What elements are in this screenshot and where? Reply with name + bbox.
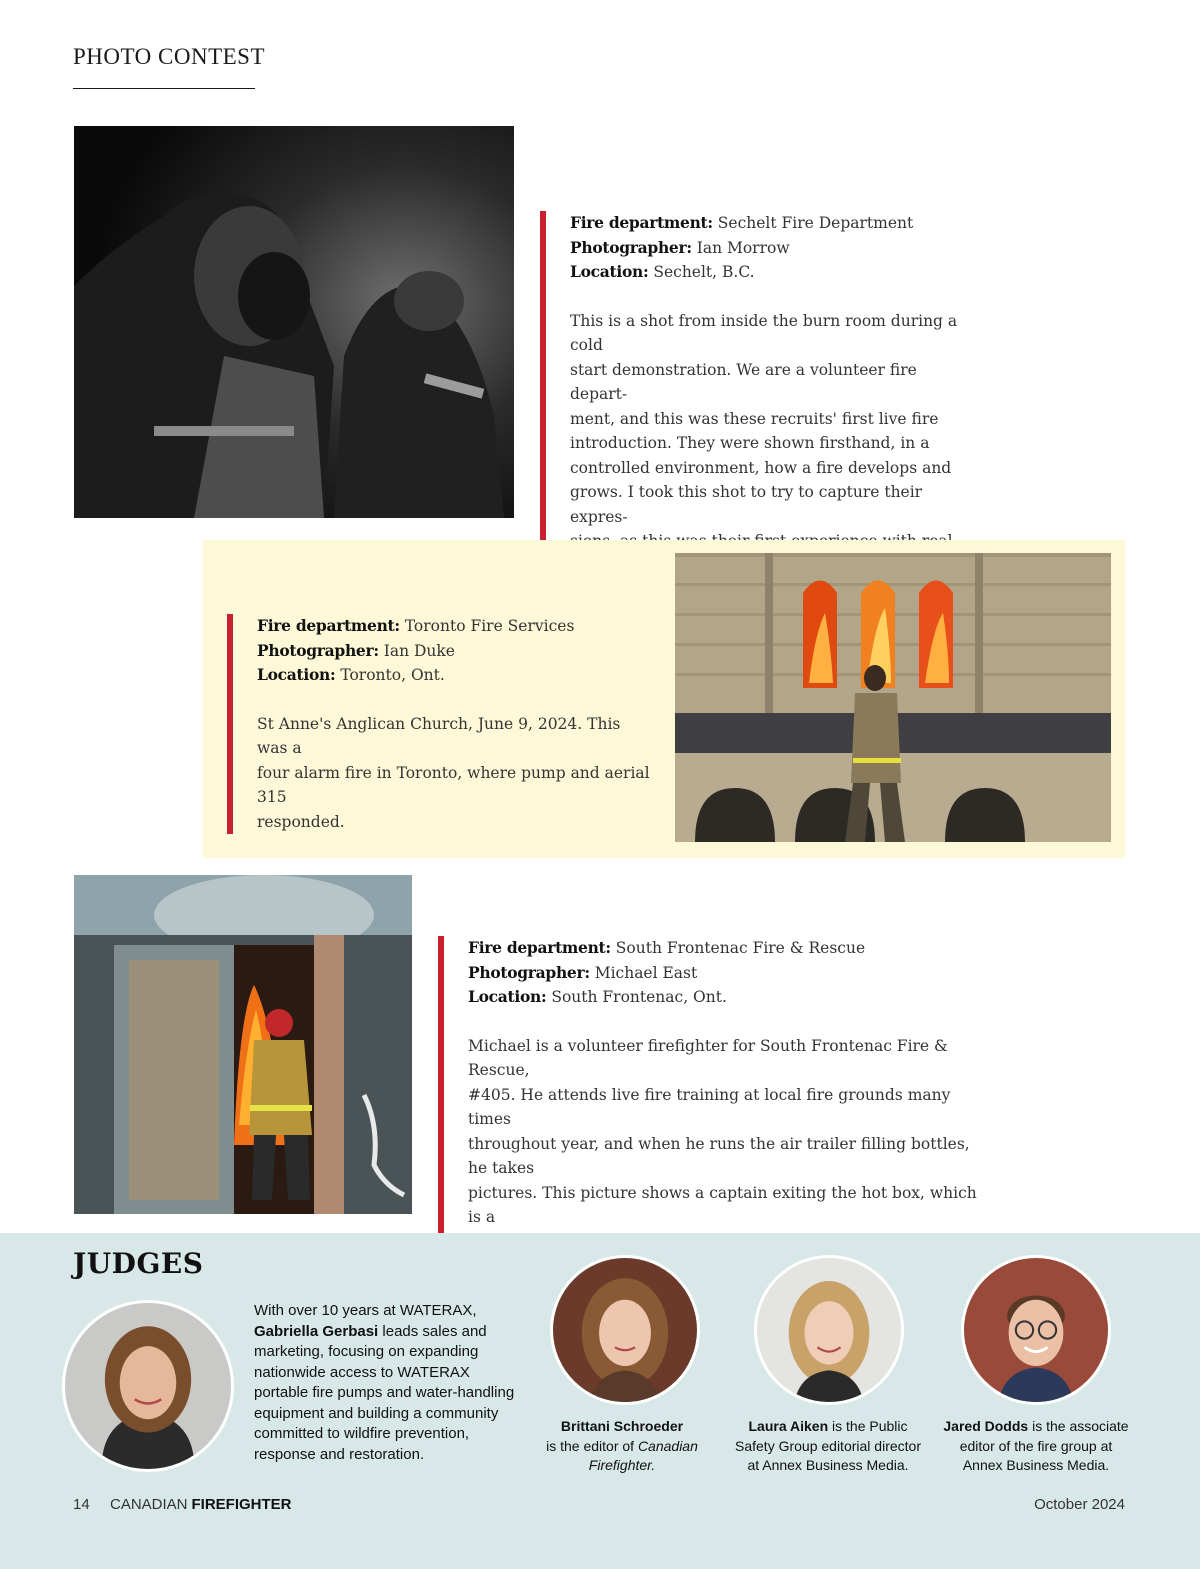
bio-text: leads sales and marketing, focusing on expanding nationwide access to WATERAX portable fire pumps and water-handling equipment and building a community committed to wildfire prevention, response and restoration.: [254, 1322, 515, 1463]
entry-1: [540, 211, 970, 578]
avatar-laura-aiken: [754, 1255, 904, 1405]
avatar-brittani-schroeder: [550, 1255, 700, 1405]
judge-name: Jared Dodds: [943, 1418, 1029, 1434]
avatar-jared-dodds: [961, 1255, 1111, 1405]
judge-name: Gabriella Gerbasi: [254, 1322, 379, 1340]
desc-line: four alarm fire in Toronto, where pump and aerial 315: [257, 763, 650, 806]
photographer-value: Ian Duke: [383, 641, 455, 660]
location-value: South Frontenac, Ont.: [551, 988, 727, 1006]
judge-role: is the associate editor of the fire group at Annex Business Media.: [959, 1418, 1129, 1473]
avatar-gabriella-gerbasi: [62, 1300, 234, 1472]
dept-value: Toronto Fire Services: [404, 617, 575, 635]
judge-role: is the editor of: [546, 1437, 635, 1454]
desc-line: #405. He attends live fire training at local fire grounds many times: [468, 1085, 951, 1128]
photographer-value: Michael East: [594, 963, 698, 982]
entry-description: [468, 1034, 988, 1255]
location-label: Location:: [570, 262, 649, 281]
desc-line: pictures. This picture shows a captain exiting the hot box, which is a: [468, 1183, 977, 1226]
entry-description: [257, 712, 652, 835]
desc-line: St Anne's Anglican Church, June 9, 2024. This was a: [257, 714, 621, 757]
desc-line: controlled environment, how a fire develops and: [570, 458, 952, 477]
entry-2: [227, 614, 652, 834]
judge-role: is the Public Safety Group editorial director at Annex Business Media.: [735, 1418, 921, 1473]
judge-name: Brittani Schroeder: [560, 1418, 684, 1434]
dept-label: Fire department:: [570, 213, 713, 232]
section-label: PHOTO CONTEST: [73, 44, 266, 69]
magazine-name: [110, 1496, 292, 1513]
photographer-value: Ian Morrow: [696, 238, 790, 257]
judges-section: [0, 1233, 1200, 1569]
bio-intro: With over 10 years at WATERAX,: [254, 1302, 477, 1319]
photographer-label: Photographer:: [570, 237, 692, 257]
judge-caption-jared: [941, 1417, 1131, 1476]
page-number: 14: [73, 1496, 90, 1513]
photographer-label: Photographer:: [468, 962, 590, 982]
magazine-bold: FIREFIGHTER: [191, 1496, 292, 1513]
entry-description: [570, 309, 970, 579]
photo-hot-box: [74, 875, 412, 1214]
desc-line: introduction. They were shown firsthand, in a: [570, 434, 930, 452]
desc-line: start demonstration. We are a volunteer fire depart-: [570, 360, 917, 403]
dept-label: Fire department:: [468, 938, 611, 957]
judge-caption-brittani: [527, 1417, 717, 1476]
location-label: Location:: [468, 987, 547, 1006]
issue-date: October 2024: [1034, 1496, 1125, 1513]
magazine-prefix: CANADIAN: [110, 1496, 188, 1513]
dept-value: Sechelt Fire Department: [717, 214, 914, 232]
desc-line: throughout year, and when he runs the air trailer filling bottles, he takes: [468, 1134, 970, 1177]
dept-value: South Frontenac Fire & Rescue: [615, 939, 866, 957]
judges-title: JUDGES: [73, 1247, 204, 1280]
judge-caption-laura: [733, 1417, 923, 1476]
desc-line: This is a shot from inside the burn room during a cold: [570, 311, 958, 354]
photo-burn-room: [74, 126, 514, 518]
entry-3: [438, 936, 988, 1254]
section-divider: [73, 88, 255, 89]
judge-main-bio: [254, 1301, 522, 1465]
desc-line: ment, and this was these recruits' first live fire: [570, 409, 939, 428]
photographer-label: Photographer:: [257, 640, 379, 660]
judge-publication: Canadian Firefighter.: [588, 1437, 698, 1473]
judge-name: Laura Aiken: [748, 1418, 829, 1434]
location-label: Location:: [257, 665, 336, 684]
desc-line: grows. I took this shot to try to capture their expres-: [570, 483, 923, 526]
desc-line: Michael is a volunteer firefighter for South Frontenac Fire & Rescue,: [468, 1036, 948, 1079]
location-value: Sechelt, B.C.: [653, 263, 755, 281]
dept-label: Fire department:: [257, 616, 400, 635]
photo-church-fire: [675, 553, 1111, 842]
location-value: Toronto, Ont.: [340, 666, 445, 684]
desc-line: responded.: [257, 812, 345, 831]
